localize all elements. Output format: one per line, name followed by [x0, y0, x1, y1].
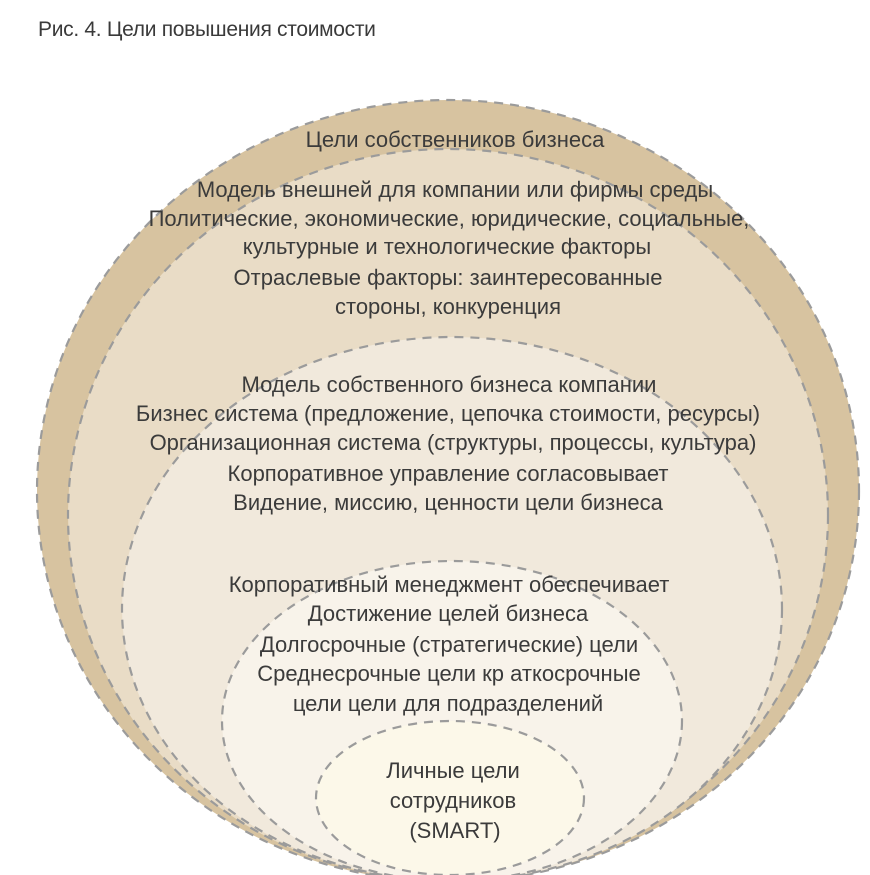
environment-line: Политические, экономические, юридические, социальные, [148, 206, 750, 231]
figure-caption: Рис. 4. Цели повышения стоимости [38, 18, 376, 41]
owners-goals-label: Цели собственников бизнеса [305, 127, 605, 152]
environment-line: Отраслевые факторы: заинтересованные [233, 265, 663, 290]
business-model-line: Модель собственного бизнеса компании [241, 372, 657, 397]
personal-goals-line: сотрудников [389, 788, 517, 813]
business-model-line: Корпоративное управление согласовывает [227, 461, 669, 486]
business-model-line: Бизнес система (предложение, цепочка стоимости, ресурсы) [135, 401, 761, 426]
business-model-line: Организационная система (структуры, процессы, культура) [149, 430, 757, 455]
management-line: цели цели для подразделений [292, 691, 604, 716]
environment-line: стороны, конкуренция [334, 294, 562, 319]
management-line: Корпоративный менеджмент обеспечивает [228, 572, 670, 597]
management-line: Долгосрочные (стратегические) цели [259, 632, 639, 657]
personal-goals-line: (SMART) [409, 818, 501, 843]
personal-goals-line: Личные цели [386, 758, 520, 783]
management-line: Достижение целей бизнеса [307, 601, 589, 626]
business-model-line: Видение, миссию, ценности цели бизнеса [233, 490, 663, 515]
environment-line: Модель внешней для компании или фирмы среды [196, 177, 714, 202]
management-line: Среднесрочные цели кр аткосрочные [257, 661, 641, 686]
environment-line: культурные и технологические факторы [242, 234, 652, 259]
